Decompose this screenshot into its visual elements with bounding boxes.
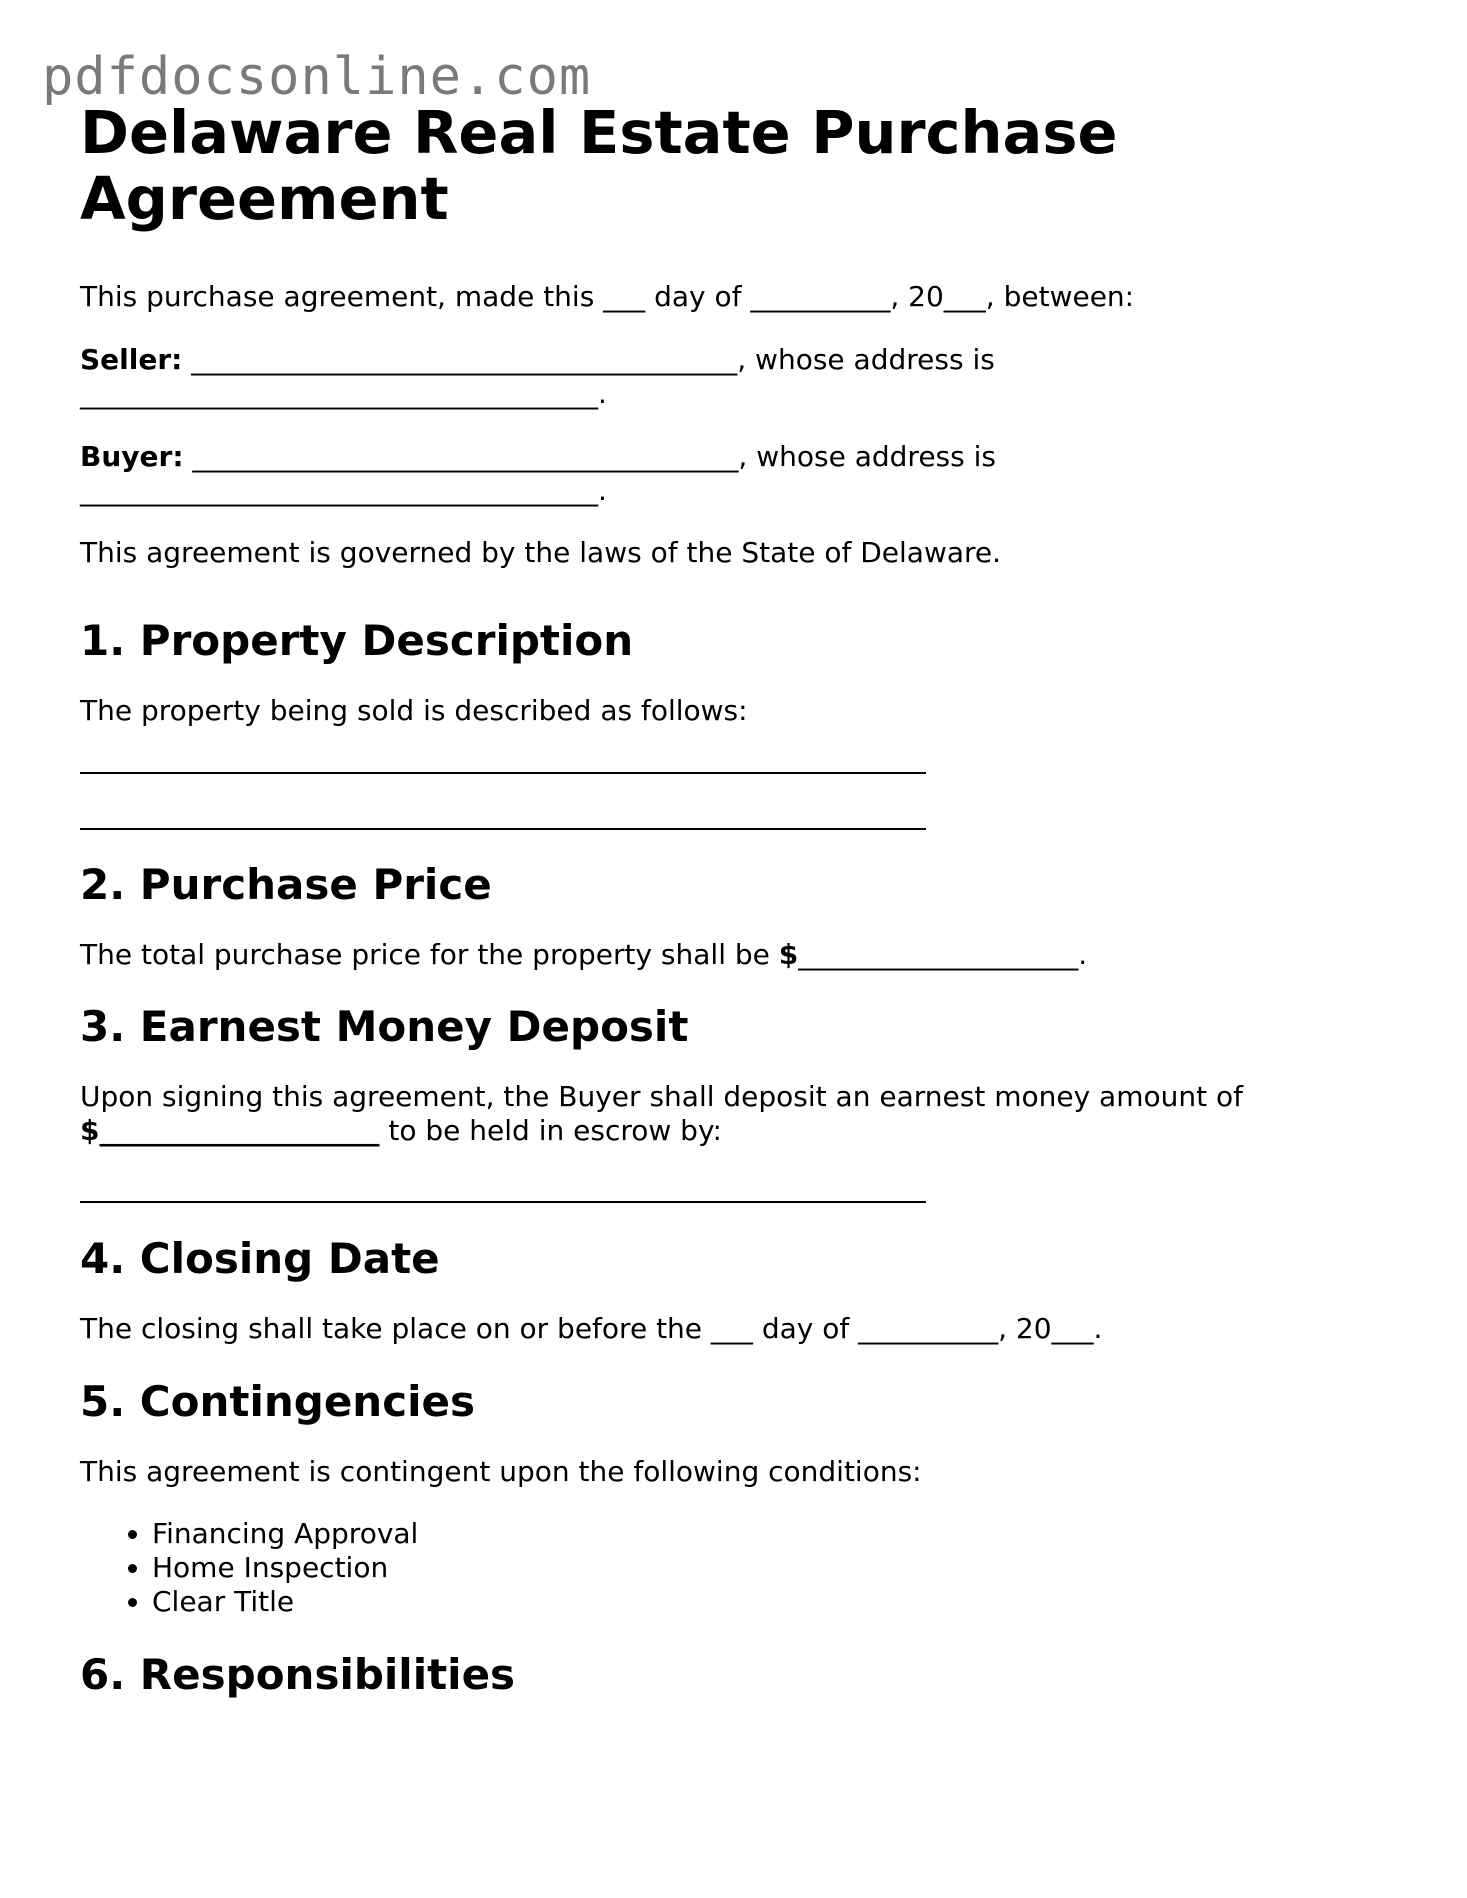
seller-text: _______________________________________, whose address is _____________________________________.: [80, 343, 995, 410]
contingencies-list: [80, 1517, 1410, 1619]
buyer-text: _______________________________________, whose address is _____________________________________.: [80, 440, 996, 507]
section-contingencies-heading: 5. Contingencies: [80, 1377, 475, 1426]
property-description-line-1: [80, 772, 926, 774]
document-page: [80, 100, 1410, 1700]
section-closing-text: The closing shall take place on or before the ___ day of __________, 20___.: [80, 1312, 1103, 1345]
earnest-after-text: to be held in escrow by:: [379, 1114, 722, 1147]
price-blank: ____________________.: [798, 938, 1088, 971]
section-closing-heading: 4. Closing Date: [80, 1234, 440, 1283]
buyer-label: Buyer:: [80, 440, 184, 473]
list-item: • Financing Approval: [152, 1517, 1410, 1551]
section-property-heading: 1. Property Description: [80, 616, 634, 665]
section-earnest-heading: 3. Earnest Money Deposit: [80, 1002, 689, 1051]
watermark: pdfdocsonline.com: [42, 47, 592, 107]
price-dollar-sign: $: [778, 938, 799, 971]
list-item: • Clear Title: [152, 1585, 1410, 1619]
earnest-amount-blank: $____________________: [80, 1114, 380, 1147]
buyer-line: [80, 440, 1410, 508]
property-description-line-2: [80, 828, 926, 830]
document-title: Delaware Real Estate Purchase Agreement: [80, 98, 1118, 233]
earnest-text: Upon signing this agreement, the Buyer shall deposit an earnest money amount of: [80, 1080, 1243, 1113]
seller-label: Seller:: [80, 343, 183, 376]
section-earnest-text: [80, 1080, 1410, 1148]
price-text: The total purchase price for the property shall be: [80, 938, 779, 971]
intro-paragraph: This purchase agreement, made this ___ day of __________, 20___, between:: [80, 280, 1135, 313]
list-item: • Home Inspection: [152, 1551, 1410, 1585]
section-property-text: The property being sold is described as follows:: [80, 694, 748, 727]
escrow-holder-line: [80, 1201, 926, 1203]
section-contingencies-text: This agreement is contingent upon the following conditions:: [80, 1455, 922, 1488]
section-responsibilities-heading: 6. Responsibilities: [80, 1650, 516, 1699]
seller-line: [80, 343, 1410, 411]
section-price-text: [80, 938, 1410, 972]
section-price-heading: 2. Purchase Price: [80, 860, 492, 909]
governing-law-paragraph: This agreement is governed by the laws of the State of Delaware.: [80, 536, 1002, 569]
